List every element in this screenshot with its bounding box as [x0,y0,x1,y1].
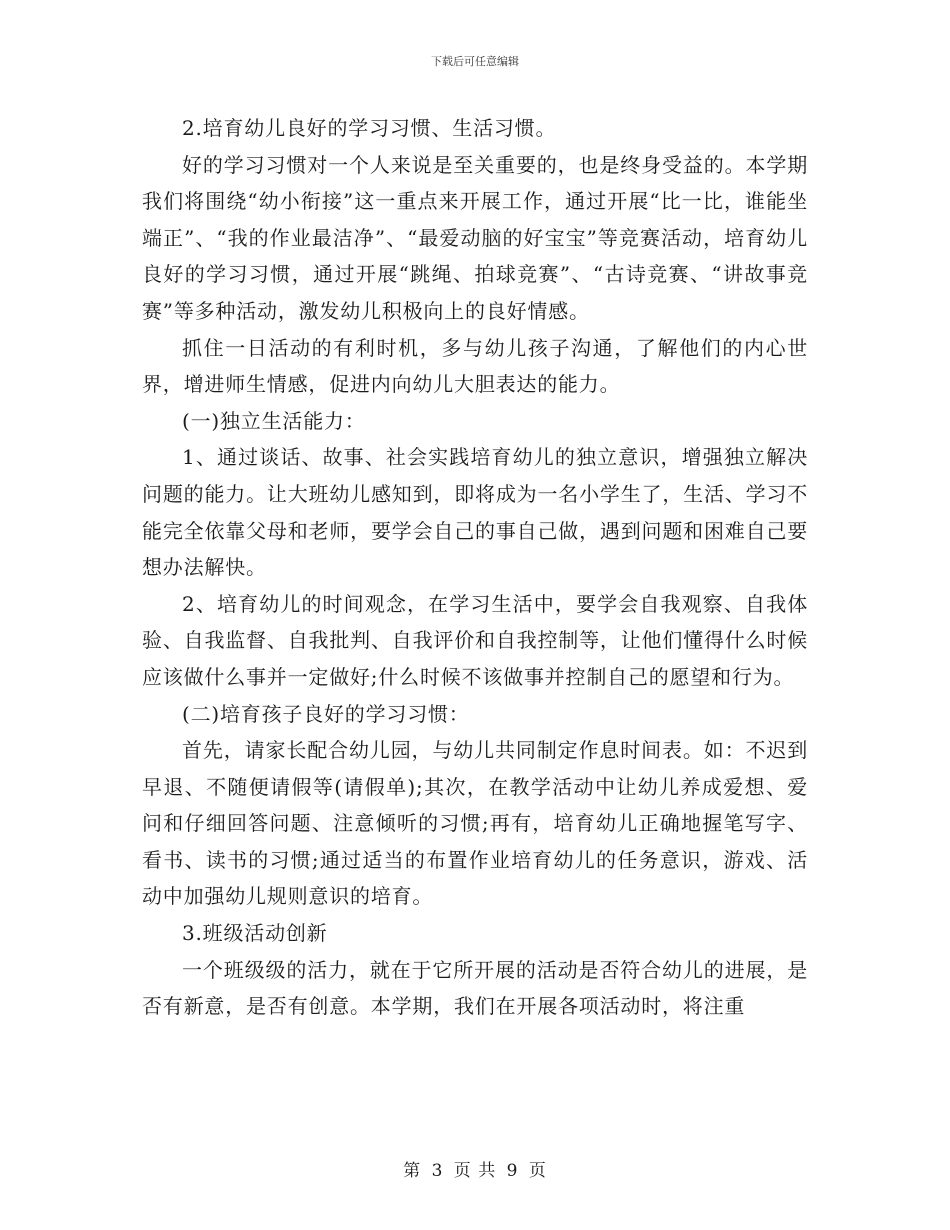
paragraph-class-activity: 一个班级级的活力，就在于它所开展的活动是否符合幼儿的进展，是否有新意，是否有创意。本学期，我们在开展各项活动时，将注重 [142,957,808,1019]
footer-suffix: 页 [528,1161,547,1181]
paragraph-communication: 抓住一日活动的有利时机，多与幼儿孩子沟通，了解他们的内心世界，增进师生情感，促进内向幼儿大胆表达的能力。 [142,335,808,397]
page-footer [0,1156,950,1181]
subheading-study-habits: (二)培育孩子良好的学习习惯： [182,701,470,726]
section-heading-innovation: 3.班级活动创新 [182,921,328,946]
paragraph-learning-habits: 好的学习习惯对一个人来说是至关重要的，也是终身受益的。本学期我们将围绕“幼小衔接”这一重点来开展工作，通过开展“比一比，谁能坐端正”、“我的作业最洁净”、“最爱动脑的好宝宝”等竞赛活动，培育幼儿良好的学习习惯，通过开展“跳绳、拍球竞赛”、“古诗竞赛、“讲故事竞赛”等多种活动，激发幼儿积极向上的良好情感。 [142,152,808,323]
document-body [142,110,808,1025]
paragraph-schedule: 首先，请家长配合幼儿园，与幼儿共同制定作息时间表。如：不迟到早退、不随便请假等(请假单);其次，在教学活动中让幼儿养成爱想、爱问和仔细回答问题、注意倾听的习惯;再有，培育幼儿正确地握笔写字、看书、读书的习惯;通过适当的布置作业培育幼儿的任务意识，游戏、活动中加强幼儿规则意识的培育。 [142,738,808,909]
footer-total-pages: 9 [506,1161,519,1181]
paragraph-independence: 1、通过谈话、故事、社会实践培育幼儿的独立意识，增强独立解决问题的能力。让大班幼儿感知到，即将成为一名小学生了，生活、学习不能完全依靠父母和老师，要学会自己的事自己做，遇到问题和困难自己要想办法解快。 [142,445,808,580]
subheading-independent-living: (一)独立生活能力： [182,408,366,433]
footer-middle: 页 共 [453,1161,497,1181]
footer-current-page: 3 [431,1161,444,1181]
section-heading-habits: 2.培育幼儿良好的学习习惯、生活习惯。 [182,116,557,140]
footer-prefix: 第 [403,1161,422,1181]
page-header-note: 下载后可任意编辑 [431,55,519,68]
paragraph-time-concept: 2、培育幼儿的时间观念，在学习生活中，要学会自我观察、自我体验、自我监督、自我批判、自我评价和自我控制等，让他们懂得什么时候应该做什么事并一定做好;什么时候不该做事并控制自己的愿望和行为。 [142,591,808,689]
